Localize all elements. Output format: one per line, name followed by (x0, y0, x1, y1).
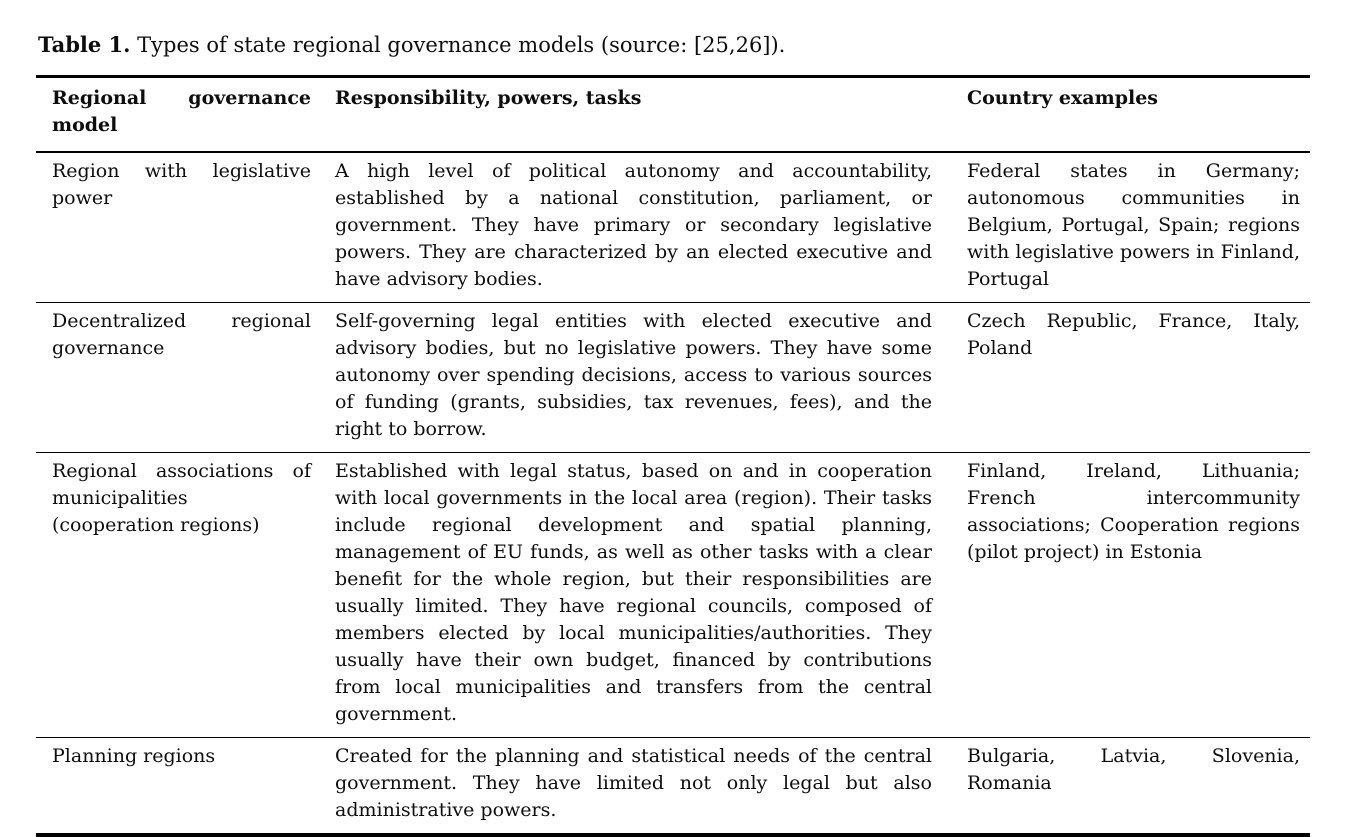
cell-model: Planning regions (36, 738, 319, 836)
table-row (36, 303, 1310, 453)
cell-responsibility: Created for the planning and statistical needs of the central government. They have limited not only legal but also administrative powers. (319, 738, 951, 836)
table-row (36, 738, 1310, 836)
cell-countries: Czech Republic, France, Italy, Poland (951, 303, 1310, 453)
table-row (36, 152, 1310, 303)
cell-responsibility: Self-governing legal entities with elected executive and advisory bodies, but no legislative powers. They have some autonomy over spending decisions, access to various sources of funding (grants, subsidies, tax revenues, fees), and the right to borrow. (319, 303, 951, 453)
column-header-responsibility: Responsibility, powers, tasks (319, 77, 951, 153)
cell-countries: Finland, Ireland, Lithuania; French intercommunity associations; Cooperation regions (pilot project) in Estonia (951, 453, 1310, 738)
cell-model: Regional associations of municipalities (cooperation regions) (36, 453, 319, 738)
cell-responsibility: A high level of political autonomy and accountability, established by a national constitution, parliament, or government. They have primary or secondary legislative powers. They are characterized by an elected executive and have advisory bodies. (335, 160, 932, 290)
header-row (36, 77, 1310, 153)
cell-model: Region with legislative power (52, 160, 311, 209)
table-row (36, 453, 1310, 738)
cell-countries: Federal states in Germany; autonomous communities in Belgium, Portugal, Spain; regions with legislative powers in Finland, Portugal (967, 160, 1300, 290)
cell-countries: Bulgaria, Latvia, Slovenia, Romania (951, 738, 1310, 836)
table-header (36, 77, 1310, 153)
table-body (36, 152, 1310, 835)
cell-responsibility: Established with legal status, based on and in cooperation with local governments in the local area (region). Their tasks include regional development and spatial planning, management of EU funds, as well as other tasks with a clear benefit for the whole region, but their responsibilities are usually limited. They have regional councils, composed of members elected by local municipalities/authorities. They usually have their own budget, financed by contributions from local municipalities and transfers from the central government. (319, 453, 951, 738)
column-header-countries: Country examples (951, 77, 1310, 153)
table-caption-text: Types of state regional governance models (source: [25,26]). (130, 33, 786, 57)
column-header-model: Regional governance model (36, 77, 319, 153)
table-caption-label: Table 1. (38, 32, 131, 57)
cell-model: Decentralized regional governance (36, 303, 319, 453)
governance-models-table (36, 75, 1310, 837)
table-caption (38, 32, 1310, 58)
